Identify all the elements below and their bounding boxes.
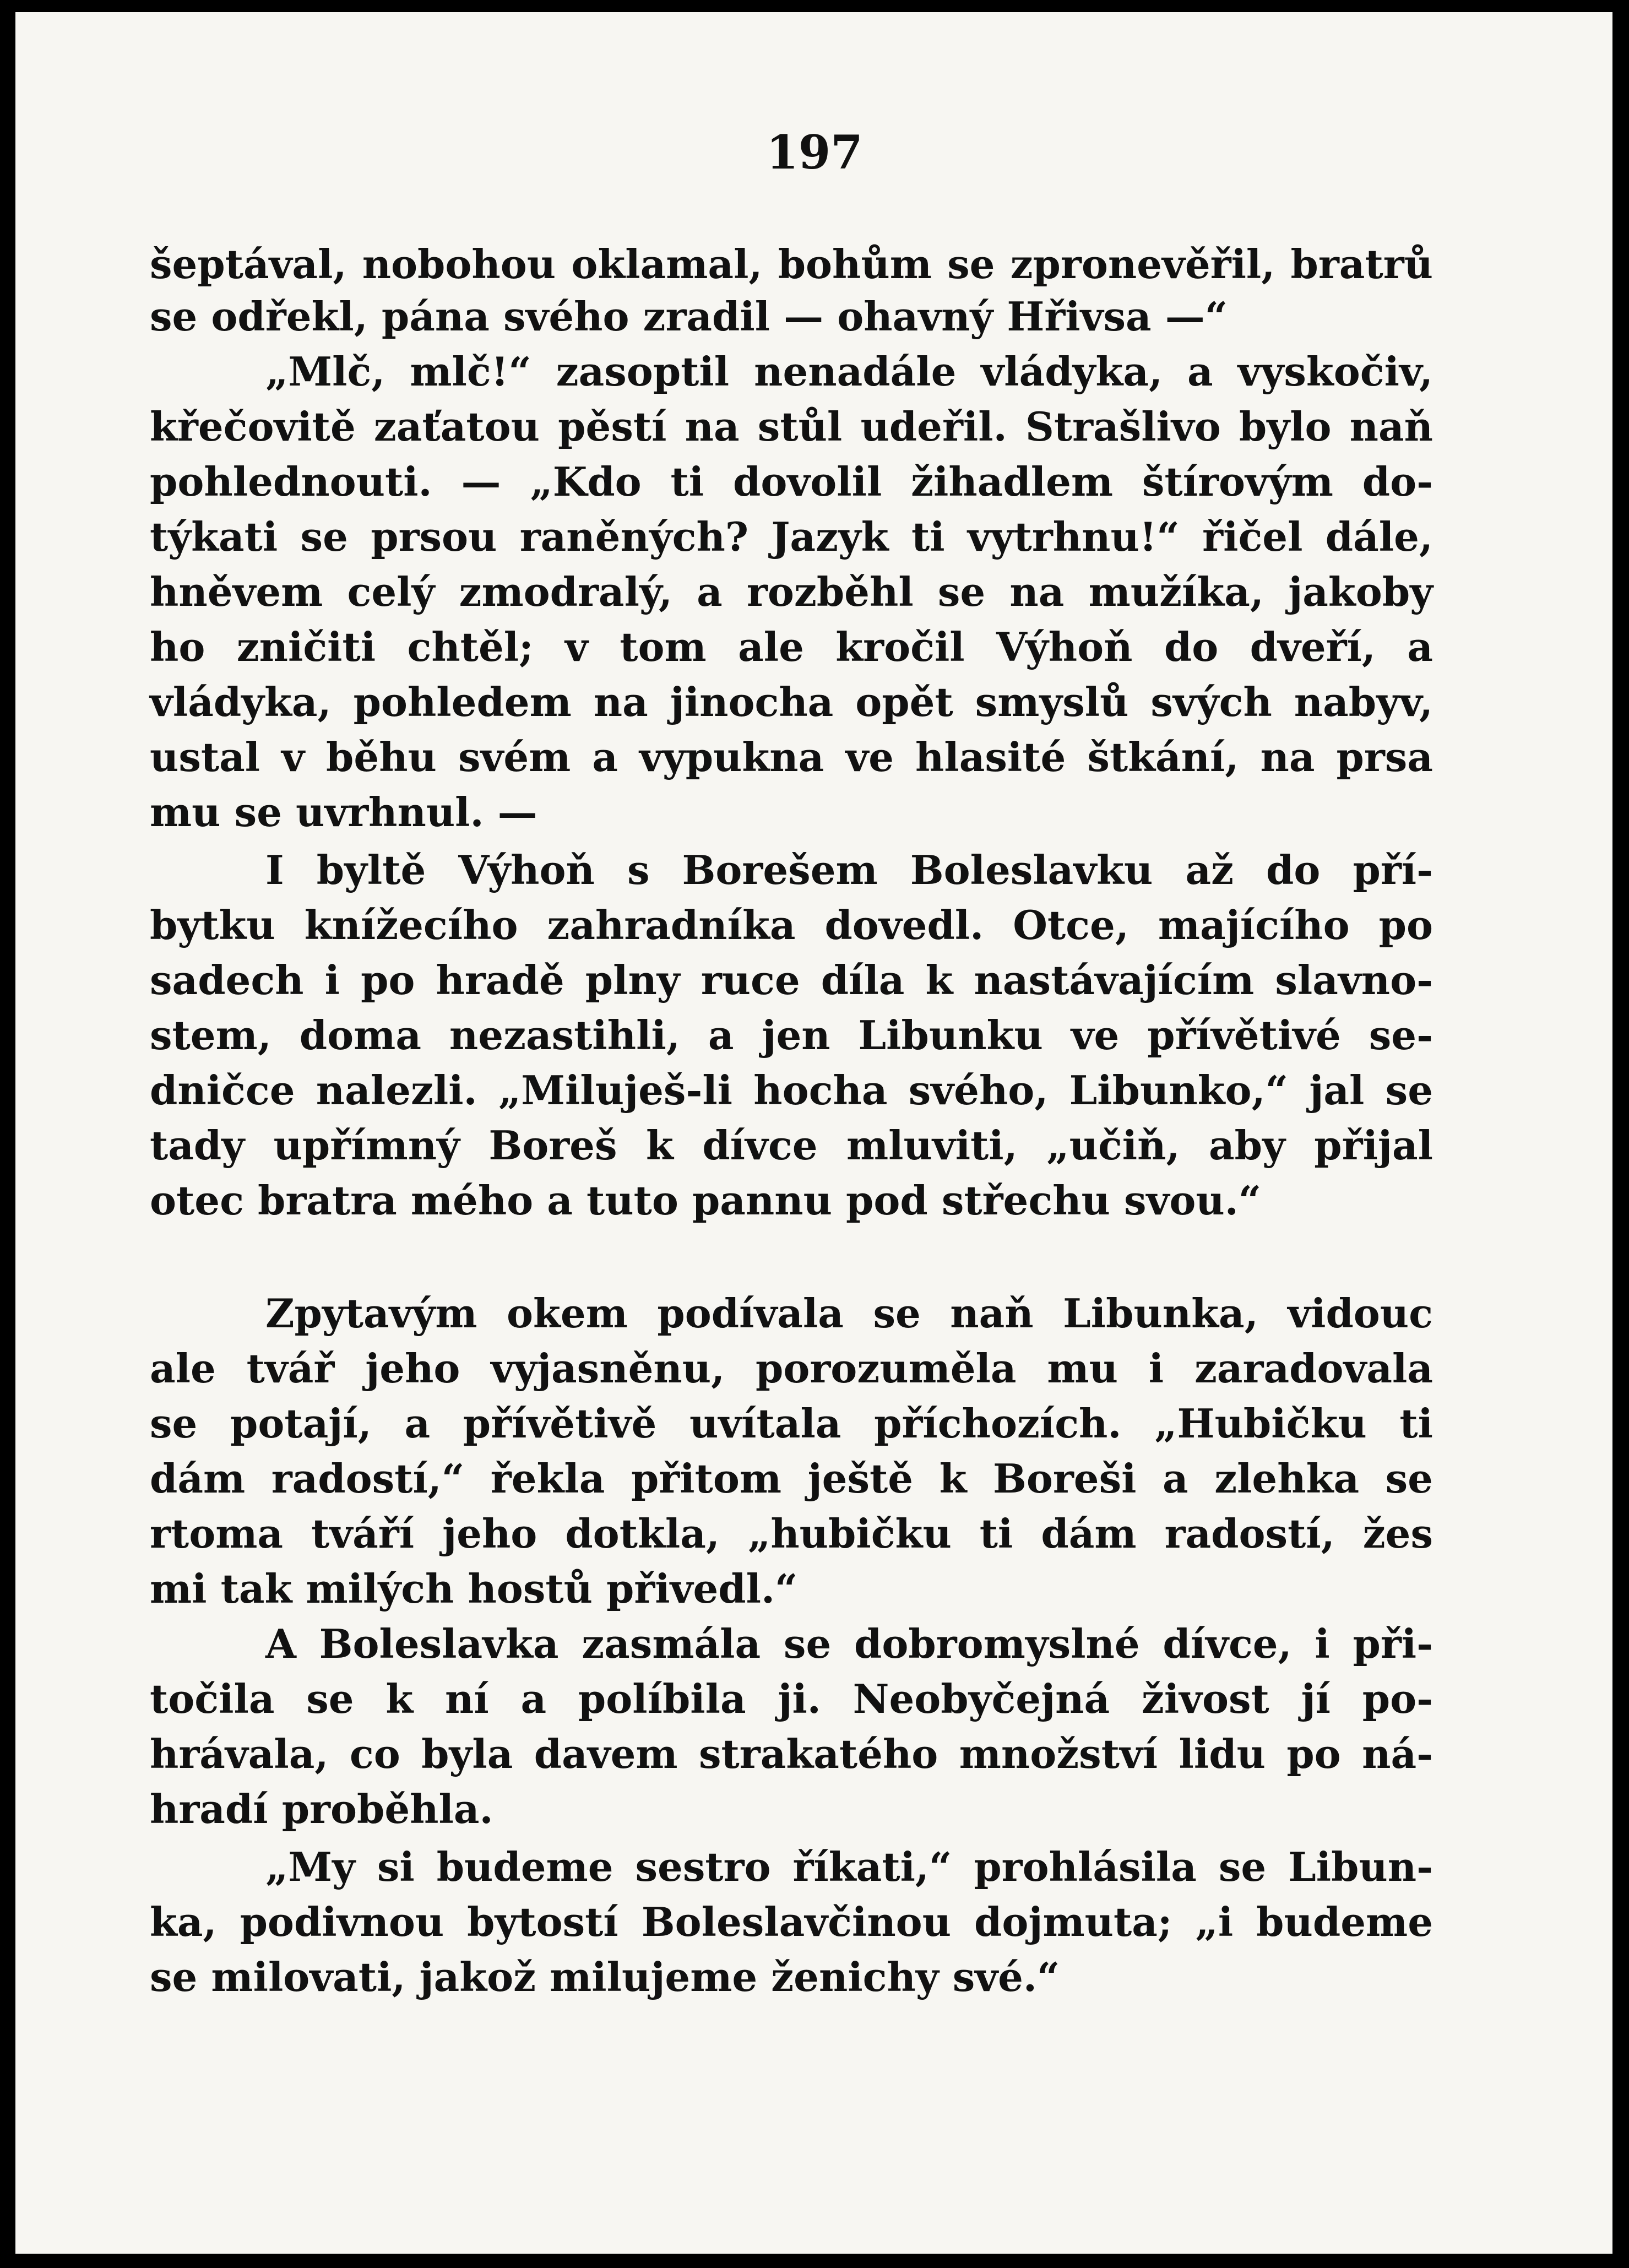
text-line: ho zničiti chtěl; v tom ale kročil Výhoň do dveří, a [150, 623, 1433, 670]
text-line: rtoma tváří jeho dotkla, „hubičku ti dám radostí, žes [150, 1510, 1433, 1557]
text-line: Zpytavým okem podívala se naň Libunka, vidouc [265, 1290, 1433, 1337]
text-line: křečovitě zaťatou pěstí na stůl udeřil. Strašlivo bylo naň [150, 403, 1433, 450]
text-line: tady upřímný Boreš k dívce mluviti, „učiň, aby přijal [150, 1122, 1433, 1169]
text-line: hrávala, co byla davem strakatého množství lidu po ná- [150, 1730, 1433, 1777]
text-line: se potají, a přívětivě uvítala příchozích. „Hubičku ti [150, 1400, 1433, 1447]
text-line: otec bratra mého a tuto pannu pod střechu svou.“ [150, 1177, 1262, 1224]
text-line: „My si budeme sestro říkati,“ prohlásila se Libun- [265, 1843, 1433, 1890]
text-line: dničce nalezli. „Miluješ-li hocha svého, Libunko,“ jal se [150, 1067, 1433, 1114]
text-line: stem, doma nezastihli, a jen Libunku ve přívětivé se- [150, 1012, 1433, 1059]
text-line: šeptával, nobohou oklamal, bohům se zpronevěřil, bratrů [150, 241, 1433, 287]
page-number: 197 [766, 125, 863, 180]
text-line: dám radostí,“ řekla přitom ještě k Boreši a zlehka se [150, 1455, 1433, 1502]
text-line: „Mlč, mlč!“ zasoptil nenadále vládyka, a vyskočiv, [265, 348, 1433, 395]
text-line: se milovati, jakož milujeme ženichy své.“ [150, 1954, 1060, 2000]
text-line: hněvem celý zmodralý, a rozběhl se na mužíka, jakoby [150, 568, 1433, 615]
text-line: mu se uvrhnul. — [150, 789, 537, 835]
text-line: hradí proběhla. [150, 1786, 493, 1832]
text-line: točila se k ní a políbila ji. Neobyčejná živost jí po- [150, 1675, 1433, 1722]
text-line: pohlednouti. — „Kdo ti dovolil žihadlem štírovým do- [150, 458, 1433, 505]
text-line: I byltě Výhoň s Borešem Boleslavku až do pří- [265, 847, 1433, 893]
text-line: týkati se prsou raněných? Jazyk ti vytrhnu!“ řičel dále, [150, 513, 1433, 560]
text-line: se odřekl, pána svého zradil — ohavný Hřivsa —“ [150, 293, 1228, 340]
text-line: ustal v běhu svém a vypukna ve hlasité štkání, na prsa [150, 734, 1433, 780]
text-line: ka, podivnou bytostí Boleslavčinou dojmuta; „i budeme [150, 1898, 1433, 1945]
text-line: ale tvář jeho vyjasněnu, porozuměla mu i zaradovala [150, 1345, 1433, 1392]
text-line: sadech i po hradě plny ruce díla k nastávajícím slavno- [150, 957, 1433, 1003]
text-line: A Boleslavka zasmála se dobromyslné dívce, i při- [265, 1620, 1433, 1667]
text-line: vládyka, pohledem na jinocha opět smyslů svých nabyv, [150, 679, 1433, 725]
text-line: mi tak milých hostů přivedl.“ [150, 1565, 798, 1612]
text-line: bytku knížecího zahradníka dovedl. Otce, majícího po [150, 902, 1433, 948]
